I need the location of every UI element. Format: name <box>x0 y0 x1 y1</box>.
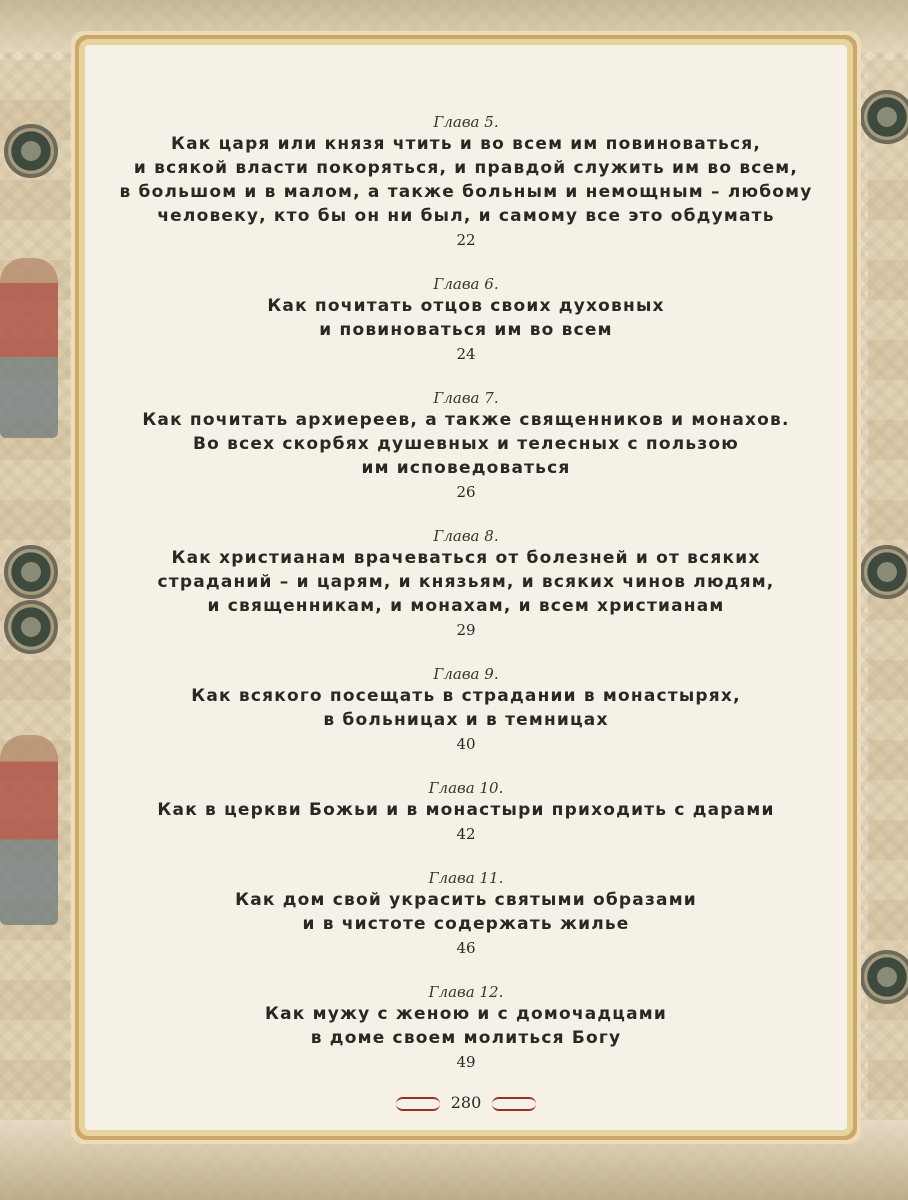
chapter-title-line: им исповедоваться <box>361 458 571 478</box>
chapter-label: Глава 12. <box>428 983 504 1001</box>
chapter-title-line: Как христианам врачеваться от болезней и от всяких <box>171 548 761 568</box>
chapter-title-line: Как царя или князя чтить и во всем им повиноваться, <box>170 134 762 154</box>
toc-entry-chapter-7[interactable] <box>85 388 847 504</box>
page-footer <box>85 1093 847 1112</box>
chapter-title-line: Во всех скорбях душевных и телесных с пользою <box>192 434 740 454</box>
chapter-title-line: в большом и в малом, а также больным и немощным – любому <box>119 182 813 202</box>
chapter-title <box>85 798 847 822</box>
chapter-title-line: и священникам, и монахам, и всем христианам <box>207 596 725 616</box>
chapter-title-line: и всякой власти покоряться, и правдой служить им во всем, <box>133 158 799 178</box>
toc-entry-chapter-11[interactable] <box>85 868 847 960</box>
chapter-title <box>85 546 847 618</box>
ornament-medallion-icon <box>860 545 908 599</box>
chapter-title <box>85 1002 847 1050</box>
chapter-label: Глава 7. <box>433 389 499 407</box>
chapter-title-line: страданий – и царям, и князьям, и всяких чинов людям, <box>157 572 775 592</box>
ornament-medallion-icon <box>4 600 58 654</box>
chapter-page-number: 22 <box>456 231 476 249</box>
chapter-title-line: Как почитать отцов своих духовных <box>267 296 665 316</box>
chapter-title <box>85 684 847 732</box>
chapter-label: Глава 6. <box>433 275 499 293</box>
chapter-title-line: и повиноваться им во всем <box>319 320 613 340</box>
page-number: 280 <box>450 1093 482 1112</box>
floral-ornament-icon <box>492 1097 536 1111</box>
chapter-title <box>85 408 847 480</box>
chapter-label: Глава 9. <box>433 665 499 683</box>
chapter-page-number: 24 <box>456 345 476 363</box>
table-of-contents <box>85 112 847 1096</box>
chapter-page-number: 29 <box>456 621 476 639</box>
floral-ornament-icon <box>396 1097 440 1111</box>
toc-entry-chapter-5[interactable] <box>85 112 847 252</box>
folk-costume-woman-illustration <box>0 735 58 925</box>
ornament-medallion-icon <box>860 90 908 144</box>
toc-entry-chapter-10[interactable] <box>85 778 847 846</box>
chapter-label: Глава 10. <box>428 779 504 797</box>
chapter-page-number: 49 <box>456 1053 476 1071</box>
chapter-title-line: Как мужу с женою и с домочадцами <box>265 1004 667 1024</box>
toc-entry-chapter-9[interactable] <box>85 664 847 756</box>
chapter-page-number: 40 <box>456 735 476 753</box>
chapter-label: Глава 11. <box>428 869 504 887</box>
chapter-title-line: и в чистоте содержать жилье <box>302 914 630 934</box>
chapter-title-line: Как дом свой украсить святыми образами <box>235 890 697 910</box>
toc-entry-chapter-8[interactable] <box>85 526 847 642</box>
ornament-medallion-icon <box>4 124 58 178</box>
chapter-page-number: 42 <box>456 825 476 843</box>
chapter-title <box>85 132 847 228</box>
ornament-medallion-icon <box>4 545 58 599</box>
chapter-title-line: человеку, кто бы он ни был, и самому все это обдумать <box>157 206 775 226</box>
chapter-title <box>85 888 847 936</box>
chapter-title-line: Как всякого посещать в страдании в монастырях, <box>191 686 741 706</box>
chapter-title-line: в больницах и в темницах <box>323 710 609 730</box>
chapter-title <box>85 294 847 342</box>
ornament-medallion-icon <box>860 950 908 1004</box>
chapter-title-line: в доме своем молиться Богу <box>310 1028 622 1048</box>
chapter-label: Глава 5. <box>433 113 499 131</box>
chapter-page-number: 46 <box>456 939 476 957</box>
toc-entry-chapter-6[interactable] <box>85 274 847 366</box>
chapter-page-number: 26 <box>456 483 476 501</box>
chapter-label: Глава 8. <box>433 527 499 545</box>
bottom-illustration-band <box>0 1120 908 1200</box>
chapter-title-line: Как почитать архиереев, а также священников и монахов. <box>142 410 790 430</box>
chapter-title-line: Как в церкви Божьи и в монастыри приходить с дарами <box>157 800 775 820</box>
toc-entry-chapter-12[interactable] <box>85 982 847 1074</box>
folk-costume-man-illustration <box>0 258 58 438</box>
